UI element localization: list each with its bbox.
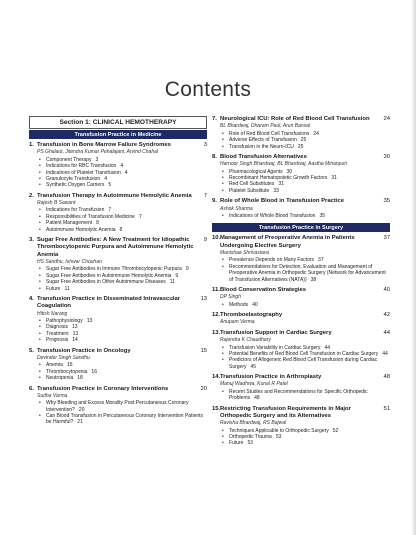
chapter-title-row[interactable] [29, 142, 207, 149]
subtopic-title: Sugar Free Antibodies in Immune Thrombocytopenic Purpura [46, 266, 182, 273]
chapter-entry [212, 154, 390, 194]
bullet-icon: • [39, 213, 41, 220]
chapter-number: 5. [29, 347, 34, 354]
subtopic-page-number: 35 [319, 212, 326, 219]
subtopic-page-number: 44 [324, 344, 330, 351]
bullet-icon: • [39, 330, 41, 337]
chapter-entry [29, 348, 207, 382]
bullet-icon: • [39, 207, 41, 214]
subtopic-text-wrap [229, 389, 390, 402]
chapter-title-row[interactable] [212, 198, 390, 205]
bullet-icon: • [39, 362, 41, 369]
chapter-title-row[interactable] [212, 154, 390, 161]
subtopic-item [39, 182, 207, 188]
chapter-title-row[interactable] [212, 116, 390, 123]
subtopic-text-wrap [46, 182, 207, 188]
chapter-title: Thromboelastography [220, 312, 283, 319]
subtopic-page-number: 53 [247, 440, 254, 447]
chapter-number: 11. [212, 286, 220, 293]
chapter-title: Blood Conservation Strategies [220, 286, 307, 293]
subtopic-item [39, 227, 207, 233]
chapter-title: Transfusion Practice in Disseminated Intravascular Coagulation [37, 295, 181, 310]
subtopic-title: Can Blood Transfusion in Percutaneous Coronary Intervention Patients be Harmful? [46, 413, 204, 426]
bullet-icon: • [222, 301, 224, 308]
subtopic-page-number: 20 [78, 406, 85, 413]
chapter-title-row[interactable] [29, 296, 207, 311]
bullet-icon: • [222, 257, 224, 264]
subtopic-title: Recommendations for Detection, Evaluation and Management of Preoperative Anemia in Orthopedic Surgery (Network for Advancement of Transfusion Alternatives (NATA)) [229, 263, 386, 283]
chapter-authors: Manishaa Shrivastava [220, 249, 270, 256]
chapter-page-number: 24 [383, 116, 390, 122]
chapter-entry [29, 237, 207, 292]
chapter-page-number: 13 [200, 295, 207, 302]
subtopic-title: Indications for RBC Transfusion [46, 163, 117, 170]
subtopic-text-wrap [46, 400, 207, 413]
chapter-number: 9. [212, 198, 217, 205]
subtopic-title: Synthetic Oxygen Carriers [46, 182, 105, 189]
chapter-authors: PS Ghalaut, Jitendra Kumar Pehalajani, Arvind Chahal [37, 149, 158, 156]
bullet-icon: • [222, 440, 224, 447]
subtopic-item [222, 188, 390, 194]
subtopic-page-number: 3 [95, 156, 99, 163]
subtopic-text-wrap [46, 413, 207, 426]
subtopic-title: Indications for Transfusion [46, 207, 105, 214]
subtopic-page-number: 31 [278, 181, 284, 188]
chapter-page-number: 20 [200, 385, 207, 392]
subtopic-page-number: 52 [332, 427, 339, 434]
bullet-icon: • [39, 368, 41, 375]
subtopic-page-number: 13 [71, 324, 78, 331]
subtopic-title: Patient Management [46, 220, 93, 227]
bullet-icon: • [39, 285, 41, 292]
subtopic-page-number: 31 [331, 175, 337, 182]
subtopic-title: Platelet Substitute [229, 187, 270, 194]
page-title: Contents [164, 78, 252, 101]
chapter-number: 4. [29, 295, 34, 302]
chapter-title-row[interactable] [212, 235, 390, 250]
chapter-page-number: 42 [383, 312, 390, 319]
subtopic-page-number: 8 [119, 226, 123, 233]
subtopic-page-number: 53 [275, 434, 282, 441]
section-heading: Section 1: CLINICAL HEMOTHERAPY [29, 116, 207, 129]
subtopic-title: Component Therapy [46, 156, 92, 163]
chapter-list-left [29, 142, 207, 426]
chapter-page-number: 9 [203, 237, 207, 244]
subtopic-title: Why Bleeding and Excess Morality Post Percutaneous Coronary Intervention? [46, 400, 189, 413]
chapter-title-row[interactable] [29, 386, 207, 393]
subtopic-text-wrap [229, 357, 390, 370]
subtopic-text-wrap [229, 188, 390, 194]
subtopic-list [39, 266, 207, 292]
left-column [29, 116, 207, 430]
chapter-entry [212, 235, 390, 283]
subtopic-title: Autoimmune Hemolytic Anemia [46, 226, 116, 233]
chapter-entry [29, 193, 207, 233]
subtopic-list [39, 400, 207, 426]
chapter-title-row[interactable] [212, 312, 390, 319]
subtopic-list [222, 257, 390, 283]
chapter-authors: Devinder Singh Sandhu [37, 354, 90, 361]
subtopic-title: Red Cell Substitutes [229, 181, 275, 188]
subtopic-title: Sugar Free Antibodies in Other Autoimmune Diseases [46, 279, 166, 286]
chapter-entry [212, 198, 390, 219]
subtopic-title: Responsibilities of Transfusion Medicine [46, 213, 135, 220]
chapter-page-number: 7 [203, 192, 207, 199]
chapter-authors: Ravisha Bhardwaj, RS Bajwal [220, 420, 287, 427]
subtopic-text-wrap [229, 264, 390, 283]
chapter-entry [29, 386, 207, 426]
chapter-title: Sugar Free Antibodies: A New Treatment for Idiopathic Thrombocytopenic Purpura and Autoimmune Hemolytic Anemia [37, 237, 194, 258]
bullet-icon: • [39, 226, 41, 233]
subtopic-title: Anemia [46, 362, 63, 369]
chapter-entry [212, 312, 390, 326]
subsection-band-medicine: Transfusion Practice in Medicine [29, 130, 207, 139]
subtopic-title: Recent Studies and Recommendations for Specific Orthopedic Problems [229, 388, 368, 402]
subtopic-list [222, 169, 390, 195]
chapter-page-number: 3 [203, 142, 207, 148]
subtopic-list [222, 213, 390, 219]
subtopic-text-wrap [229, 302, 390, 308]
chapter-number: 14. [212, 374, 221, 381]
bullet-icon: • [222, 357, 224, 364]
chapter-title-row[interactable] [29, 193, 207, 200]
subtopic-title: Thrombocytopenia [46, 368, 88, 375]
chapter-authors: Anupam Verma [220, 319, 255, 326]
chapter-entry [29, 142, 207, 189]
chapter-title: Transfusion Therapy in Autoimmune Hemolytic Anemia [37, 192, 192, 199]
bullet-icon: • [39, 175, 41, 182]
bullet-icon: • [39, 220, 41, 227]
chapter-number: 15. [212, 405, 221, 412]
subtopic-list [222, 131, 390, 150]
bullet-icon: • [222, 181, 224, 188]
chapter-page-number: 44 [383, 329, 390, 336]
subtopic-list [222, 302, 390, 308]
subtopic-list [39, 207, 207, 233]
subtopic-page-number: 21 [77, 419, 83, 426]
subtopic-page-number: 8 [96, 220, 99, 227]
chapter-entry [212, 406, 390, 447]
subtopic-page-number: 45 [250, 363, 257, 370]
subtopic-page-number: 14 [72, 337, 78, 344]
bullet-icon: • [39, 324, 41, 331]
bullet-icon: • [222, 175, 224, 182]
subtopic-text-wrap [229, 440, 390, 446]
chapter-authors: Sudha Varma [37, 392, 68, 399]
subtopic-text-wrap [46, 337, 207, 343]
bullet-icon: • [39, 400, 41, 407]
chapter-authors: DP Singh [220, 294, 241, 301]
subtopic-page-number: 4 [120, 163, 124, 170]
bullet-icon: • [39, 163, 41, 170]
subtopic-page-number: 5 [108, 182, 112, 189]
subtopic-item [39, 337, 207, 343]
chapter-title-row[interactable] [29, 237, 207, 259]
chapter-page-number: 37 [383, 235, 390, 242]
subtopic-title: Potential Benefits of Red Blood Cell Transfusion in Cardiac Surgery [229, 350, 379, 357]
chapter-number: 8. [212, 153, 217, 160]
subtopic-item [39, 400, 207, 413]
chapter-title: Transfusion Practice in Arthroplasty [220, 374, 322, 381]
bullet-icon: • [39, 279, 41, 286]
bullet-icon: • [39, 317, 41, 324]
bullet-icon: • [222, 263, 224, 270]
bullet-icon: • [39, 413, 41, 420]
subtopic-page-number: 9 [175, 272, 179, 279]
bullet-icon: • [39, 375, 41, 382]
bullet-icon: • [39, 266, 41, 273]
subtopic-page-number: 7 [138, 213, 142, 220]
chapter-title: Transfusion Support in Cardiac Surgery [220, 329, 332, 336]
chapter-authors: Ashok Sharma [220, 205, 253, 212]
subtopic-page-number: 48 [254, 395, 260, 402]
subtopic-page-number: 4 [124, 169, 128, 176]
bullet-icon: • [222, 212, 224, 219]
subtopic-list [39, 157, 207, 189]
subsection-band-surgery: Transfusion Practice in Surgery [212, 223, 390, 232]
chapter-title: Blood Transfusion Alternatives [220, 153, 307, 160]
bullet-icon: • [39, 156, 41, 163]
subtopic-title: Pharmacological Agents [229, 168, 283, 175]
subtopic-item [222, 144, 390, 150]
subtopic-page-number: 7 [108, 207, 112, 214]
subtopic-item [39, 286, 207, 292]
chapter-title: Role of Whole Blood in Transfusion Practice [220, 198, 345, 205]
chapter-page-number: 15 [200, 347, 207, 354]
subtopic-title: Transfusion Variability in Cardiac Surgery [229, 344, 321, 351]
bullet-icon: • [222, 434, 224, 441]
chapter-title: Transfusion Practice in Oncology [37, 347, 131, 354]
subtopic-page-number: 38 [310, 276, 317, 283]
bullet-icon: • [222, 388, 224, 395]
subtopic-item [222, 357, 390, 370]
chapter-title: Transfusion Practice in Coronary Interventions [37, 385, 169, 392]
subtopic-title: Treatment [46, 330, 69, 337]
chapter-number: 2. [29, 192, 34, 199]
subtopic-item [39, 413, 207, 426]
bullet-icon: • [222, 143, 224, 150]
chapter-number: 10. [212, 235, 221, 242]
subtopic-page-number: 15 [66, 362, 73, 369]
chapter-title-row[interactable] [212, 374, 390, 381]
subtopic-page-number: 25 [297, 143, 304, 150]
subtopic-text-wrap [46, 375, 207, 381]
subtopic-title: Orthopedic Trauma [229, 434, 272, 441]
bullet-icon: • [222, 130, 224, 137]
chapter-authors: HS Sandhu, Ishwar Chouhan [37, 258, 102, 265]
chapter-list-right-surgery [212, 235, 390, 447]
chapter-number: 13. [212, 329, 221, 336]
subtopic-title: Neutropenia [46, 375, 74, 382]
bullet-icon: • [222, 350, 224, 357]
subtopic-page-number: 11 [64, 285, 70, 292]
chapter-entry [212, 330, 390, 370]
right-column [212, 116, 390, 451]
subtopic-list [39, 318, 207, 344]
subtopic-page-number: 4 [104, 175, 107, 182]
chapter-page-number: 40 [383, 286, 390, 293]
chapter-authors: Hitish Narang [37, 310, 68, 317]
subtopic-title: Prognosis [46, 337, 69, 344]
chapter-title: Neurological ICU: Role of Red Blood Cell Transfusion [220, 116, 370, 122]
subtopic-text-wrap [229, 144, 390, 150]
subtopic-title: Techniques Applicable to Orthopedic Surgery [229, 427, 329, 434]
subtopic-title: Pathophysiology [46, 317, 83, 324]
subtopic-item [222, 264, 390, 283]
chapter-title: Management of Preoperative Anemia in Patients Undergoing Elective Surgery [220, 235, 355, 249]
chapter-entry [212, 374, 390, 402]
chapter-authors: Rajesh B Sawant [37, 200, 76, 207]
subtopic-page-number: 37 [318, 257, 324, 264]
chapter-page-number: 51 [383, 405, 390, 412]
subtopic-item [222, 440, 390, 446]
subtopic-page-number: 44 [382, 350, 388, 357]
subtopic-title: Indications of Whole Blood Transfusion [229, 212, 316, 219]
chapter-entry [212, 116, 390, 150]
chapter-number: 1. [29, 142, 34, 148]
chapter-page-number: 35 [383, 198, 390, 205]
subtopic-page-number: 24 [313, 130, 319, 137]
subtopic-text-wrap [229, 213, 390, 219]
subtopic-title: Recombinant Hematopoietic Growth Factors [229, 175, 328, 182]
chapter-entry [212, 287, 390, 308]
bullet-icon: • [39, 182, 41, 189]
subtopic-item [39, 375, 207, 381]
subtopic-title: Adverse Effects of Transfusion [229, 137, 297, 144]
subtopic-title: Future [46, 285, 61, 292]
chapter-page-number: 48 [383, 374, 390, 381]
subtopic-title: Role of Red Blood Cell Transfusions [229, 130, 310, 137]
chapter-authors: Manuj Wadhwa, Kunal R Patel [220, 381, 288, 388]
bullet-icon: • [39, 169, 41, 176]
chapter-authors: Harnoor Singh Bhardwaj, BL Bhardwaj, Aastha Minanpuri [220, 161, 348, 168]
chapter-title-row[interactable] [212, 330, 390, 337]
subtopic-page-number: 16 [91, 368, 97, 375]
subtopic-page-number: 13 [72, 330, 79, 337]
subtopic-page-number: 40 [252, 301, 258, 308]
subtopic-page-number: 11 [169, 279, 175, 286]
subtopic-page-number: 30 [286, 168, 293, 175]
bullet-icon: • [222, 187, 224, 194]
bullet-icon: • [39, 337, 41, 344]
subtopic-item [222, 389, 390, 402]
subtopic-list [222, 389, 390, 402]
subtopic-page-number: 18 [77, 375, 83, 382]
chapter-title-row[interactable] [212, 406, 390, 421]
subtopic-list [39, 362, 207, 381]
subtopic-page-number: 9 [185, 266, 189, 273]
chapter-title: Restricting Transfusion Requirements in Major Orthopedic Surgery and its Alternatives [220, 405, 351, 419]
chapter-page-number: 30 [383, 153, 390, 160]
subtopic-title: Methods [229, 301, 249, 308]
chapter-title: Transfusion in Bone Marrow Failure Syndromes [37, 142, 171, 148]
bullet-icon: • [222, 168, 224, 175]
subtopic-list [222, 428, 390, 447]
chapter-title-row[interactable] [212, 287, 390, 294]
bullet-icon: • [222, 344, 224, 351]
chapter-number: 3. [29, 237, 34, 244]
subtopic-text-wrap [46, 227, 207, 233]
subtopic-page-number: 25 [300, 137, 307, 144]
subtopic-list [222, 345, 390, 371]
subtopic-page-number: 33 [273, 187, 279, 194]
subtopic-title: Sugar Free Antibodies in Autoimmune Hemolytic Anemia [46, 272, 172, 279]
subtopic-title: Predictors of Allogeneic Red Blood Cell Transfusion during Cardiac Surgery [229, 357, 378, 370]
bullet-icon: • [222, 137, 224, 144]
subtopic-title: Transfusion in the Neuro-ICU [229, 143, 294, 150]
chapter-number: 6. [29, 385, 34, 392]
subtopic-item [222, 213, 390, 219]
chapter-authors: Rajendra K Chaudhary [220, 337, 271, 344]
subtopic-item [222, 302, 390, 308]
bullet-icon: • [222, 427, 224, 434]
subtopic-text-wrap [46, 286, 207, 292]
subtopic-title: Diagnosis [46, 324, 68, 331]
subtopic-title: Prevalence Depends on Many Factors [229, 257, 315, 264]
subtopic-page-number: 13 [86, 317, 93, 324]
subtopic-title: Granulocyte Transfusion [46, 175, 101, 182]
chapter-number: 7. [212, 116, 217, 122]
subtopic-title: Indications of Platelet Transfusion [46, 169, 121, 176]
chapter-entry [29, 296, 207, 344]
chapter-authors: BL Bhardwaj, Dharam Paul, Arun Bansal [220, 123, 311, 130]
chapter-list-right-medicine [212, 116, 390, 219]
subtopic-title: Future [229, 440, 244, 447]
chapter-title-row[interactable] [29, 348, 207, 355]
chapter-number: 12. [212, 312, 221, 319]
bullet-icon: • [39, 272, 41, 279]
